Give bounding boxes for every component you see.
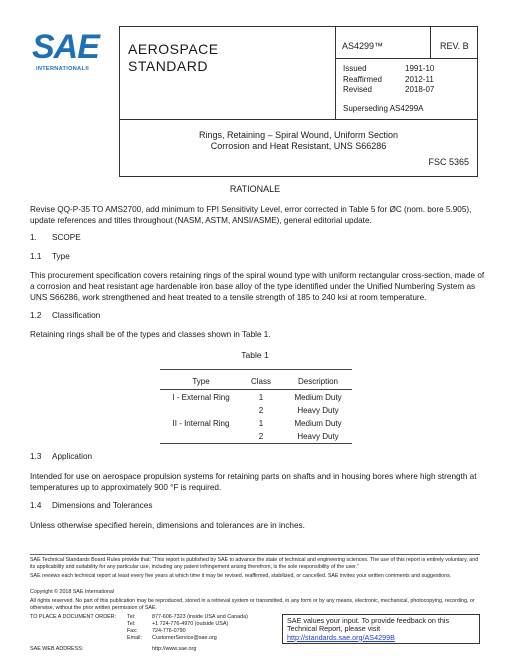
classification-table [160, 369, 352, 443]
history-row [343, 75, 434, 86]
table-header: Type [192, 377, 210, 386]
section-number: 1.2 [30, 311, 42, 320]
table-caption: Table 1 [241, 350, 269, 360]
history-date: 2018-07 [405, 85, 435, 94]
history-label: Issued [343, 64, 367, 73]
section-text: This procurement specification covers retaining rings of the spiral wound type with uniform rectangular cross-section, made of a corrosion and heat resistant age hardenable iron base alloy of the type identified under the Unified Numbering System as UNS S66286, work strengthened and heat treated to a tensile strength of 185 to 240 ksi at room temperature. [30, 271, 485, 302]
contact-value: 877-606-7323 (inside USA and Canada) [152, 614, 248, 620]
table-rule [160, 389, 352, 390]
table-rule [160, 443, 352, 444]
section-number: 1.1 [30, 252, 42, 261]
doc-type-line: STANDARD [128, 58, 208, 74]
section-title: Type [52, 252, 70, 261]
footer-divider [30, 554, 480, 555]
document-number: AS4299™ [342, 41, 384, 51]
divider [335, 27, 336, 119]
section-title: Dimensions and Tolerances [52, 501, 153, 510]
document-header-box [119, 26, 478, 177]
rationale-text: Revise QQ-P-35 TO AMS2700, add minimum to FPI Sensitivity Level, error corrected in Table 5 for ØC (nom. bore 5.905), update references and titles throughout (NASM, ASTM, ANSI/ASME), general editorial update. [30, 205, 472, 225]
revision-history [343, 64, 434, 96]
table-cell: I - External Ring [172, 393, 230, 402]
section-title: Classification [52, 311, 101, 320]
web-label: SAE WEB ADDRESS: [30, 646, 84, 652]
section-heading [30, 452, 92, 461]
contact-value: 724-776-0790 [152, 628, 186, 634]
feedback-text: Technical Report, please visit [287, 624, 381, 634]
sae-logo [30, 28, 116, 86]
title-line: Rings, Retaining – Spiral Wound, Uniform Section [199, 130, 398, 140]
section-text: Retaining rings shall be of the types and classes shown in Table 1. [30, 330, 271, 339]
history-label: Reaffirmed [343, 74, 382, 84]
superseding-note: Superseding AS4299A [343, 104, 424, 113]
contact-label: Email: [127, 635, 142, 641]
title-line: Corrosion and Heat Resistant, UNS S66286 [210, 141, 387, 151]
history-date: 1991-10 [405, 64, 435, 73]
rationale-heading: RATIONALE [229, 184, 281, 194]
table-header: Class [250, 377, 271, 386]
contact-label: Fax: [127, 628, 138, 634]
logo-subtext: INTERNATIONAL® [36, 66, 90, 72]
table-cell: Heavy Duty [297, 432, 339, 441]
table-cell: 1 [258, 393, 264, 402]
feedback-link[interactable]: http://standards.sae.org/AS4299B [287, 632, 395, 642]
table-cell: II - Internal Ring [172, 419, 230, 428]
feedback-box [282, 614, 480, 644]
history-row [343, 64, 434, 75]
logo-letters: SAE [32, 28, 99, 66]
contact-value: +1 724-776-4970 (outside USA) [152, 621, 229, 627]
history-row [343, 85, 434, 96]
table-cell: 2 [258, 406, 264, 415]
web-link[interactable]: http://www.sae.org [152, 646, 197, 652]
web-address [30, 646, 280, 654]
table-rule [160, 369, 352, 370]
contact-label: Tel: [127, 621, 136, 627]
section-title: SCOPE [52, 233, 81, 242]
section-heading [30, 311, 100, 320]
history-label: Revised [343, 85, 372, 94]
section-title: Application [52, 452, 93, 461]
doc-type-line: AEROSPACE [128, 41, 219, 57]
order-label: TO PLACE A DOCUMENT ORDER: [30, 614, 117, 620]
section-text: Intended for use on aerospace propulsion systems for retaining parts on shafts and in housing bores where high strength at temperatures up to approximately 900 °F is required. [30, 472, 477, 492]
divider [430, 27, 431, 58]
table-header: Description [297, 377, 338, 386]
section-number: 1. [30, 233, 37, 242]
document-type [128, 41, 219, 75]
contact-email[interactable]: CustomerService@sae.org [152, 635, 217, 641]
footer-rules-text: SAE Technical Standards Board Rules provide that: “This report is published by SAE to advance the state of technical and engineering sciences. The use of this report is entirely voluntary, and its applicability and suitability for any particular use, including any patent infringement arising therefrom, is the sole responsibility of the user.” [30, 557, 479, 570]
footer-rights-text: All rights reserved. No part of this publication may be reproduced, stored in a retrieval system or transmitted, in any form or by any means, electronic, mechanical, photocopying, recording, or otherwise, without the prior written permission of SAE. [30, 598, 475, 611]
contact-label: Tel: [127, 614, 136, 620]
fsc-code: FSC 5365 [428, 157, 469, 167]
section-text: Unless otherwise specified herein, dimensions and tolerances are in inches. [30, 521, 305, 530]
table-cell: 2 [258, 432, 264, 441]
table-cell: Medium Duty [294, 393, 342, 402]
history-date: 2012-11 [405, 74, 434, 84]
feedback-text: SAE values your input. To provide feedback on this [287, 616, 450, 625]
divider [120, 119, 477, 120]
footer-review-text: SAE reviews each technical report at least every five years at which time it may be revised, reaffirmed, stabilized, or cancelled. SAE invites your written comments and suggestions. [30, 573, 452, 579]
table-cell: 1 [258, 419, 264, 428]
order-contacts [30, 614, 280, 644]
copyright: Copyright © 2018 SAE International [30, 589, 114, 595]
table-cell: Medium Duty [294, 419, 342, 428]
section-number: 1.3 [30, 452, 42, 461]
revision-label: REV. B [440, 41, 469, 51]
section-heading [30, 233, 81, 242]
section-heading [30, 252, 70, 261]
section-number: 1.4 [30, 501, 42, 510]
section-heading [30, 501, 152, 510]
divider [335, 58, 478, 59]
table-cell: Heavy Duty [297, 406, 339, 415]
document-title [120, 130, 477, 152]
